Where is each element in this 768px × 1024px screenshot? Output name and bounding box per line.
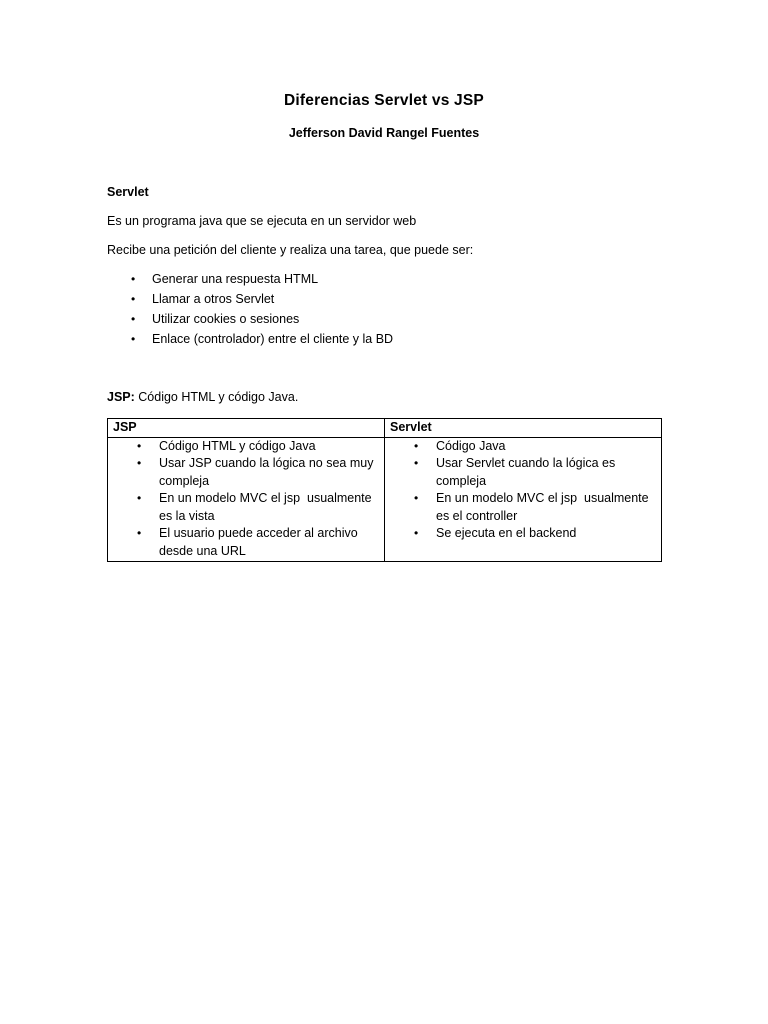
servlet-feature-list <box>390 438 656 543</box>
bullet-icon: • <box>137 491 142 505</box>
list-item-text: Código Java <box>436 438 506 453</box>
list-item-text: En un modelo MVC el jsp usualmente es el controller <box>436 491 653 523</box>
bullet-icon: • <box>131 312 136 326</box>
servlet-definition: Es un programa java que se ejecuta en un servidor web <box>107 214 417 228</box>
list-item <box>113 525 379 560</box>
list-item <box>113 455 379 490</box>
list-item-text: Llamar a otros Servlet <box>152 292 275 306</box>
jsp-feature-list <box>113 438 379 561</box>
list-item-text: Usar JSP cuando la lógica no sea muy compleja <box>159 456 374 488</box>
bullet-icon: • <box>137 438 142 453</box>
document-title: Diferencias Servlet vs JSP <box>284 92 484 109</box>
list-item <box>390 455 656 490</box>
list-item-text: Utilizar cookies o sesiones <box>152 312 300 326</box>
list-item-text: El usuario puede acceder al archivo desde una URL <box>159 526 358 558</box>
list-item-text: Generar una respuesta HTML <box>152 272 319 286</box>
jsp-definition-text: Código HTML y código Java. <box>134 390 299 404</box>
bullet-icon: • <box>137 456 142 470</box>
list-item <box>113 490 379 525</box>
list-item <box>390 525 656 543</box>
document-author: Jefferson David Rangel Fuentes <box>288 126 480 140</box>
table-header-jsp: JSP <box>108 419 385 438</box>
bullet-icon: • <box>137 526 142 540</box>
bullet-icon: • <box>131 272 136 286</box>
table-cell-jsp <box>108 437 385 562</box>
list-item <box>390 490 656 525</box>
bullet-icon: • <box>131 292 136 306</box>
list-item-text: En un modelo MVC el jsp usualmente es la vista <box>159 491 376 523</box>
list-item-text: Código HTML y código Java <box>159 438 316 453</box>
list-item-text: Usar Servlet cuando la lógica es compleja <box>436 456 616 488</box>
servlet-intro: Recibe una petición del cliente y realiza una tarea, que puede ser: <box>107 243 474 257</box>
table-cell-servlet <box>385 437 662 562</box>
list-item-text: Se ejecuta en el backend <box>436 526 577 540</box>
jsp-definition <box>107 389 298 405</box>
list-item <box>113 438 379 456</box>
jsp-label: JSP: <box>107 390 135 404</box>
bullet-icon: • <box>414 491 419 505</box>
servlet-heading: Servlet <box>107 185 149 199</box>
bullet-icon: • <box>414 438 419 453</box>
table-header-row <box>108 419 662 438</box>
bullet-icon: • <box>414 526 419 540</box>
list-item-text: Enlace (controlador) entre el cliente y la BD <box>152 332 394 346</box>
table-header-servlet: Servlet <box>385 419 662 438</box>
table-row <box>108 437 662 562</box>
bullet-icon: • <box>131 332 136 346</box>
comparison-table <box>107 418 662 562</box>
list-item <box>390 438 656 456</box>
bullet-icon: • <box>414 456 419 470</box>
